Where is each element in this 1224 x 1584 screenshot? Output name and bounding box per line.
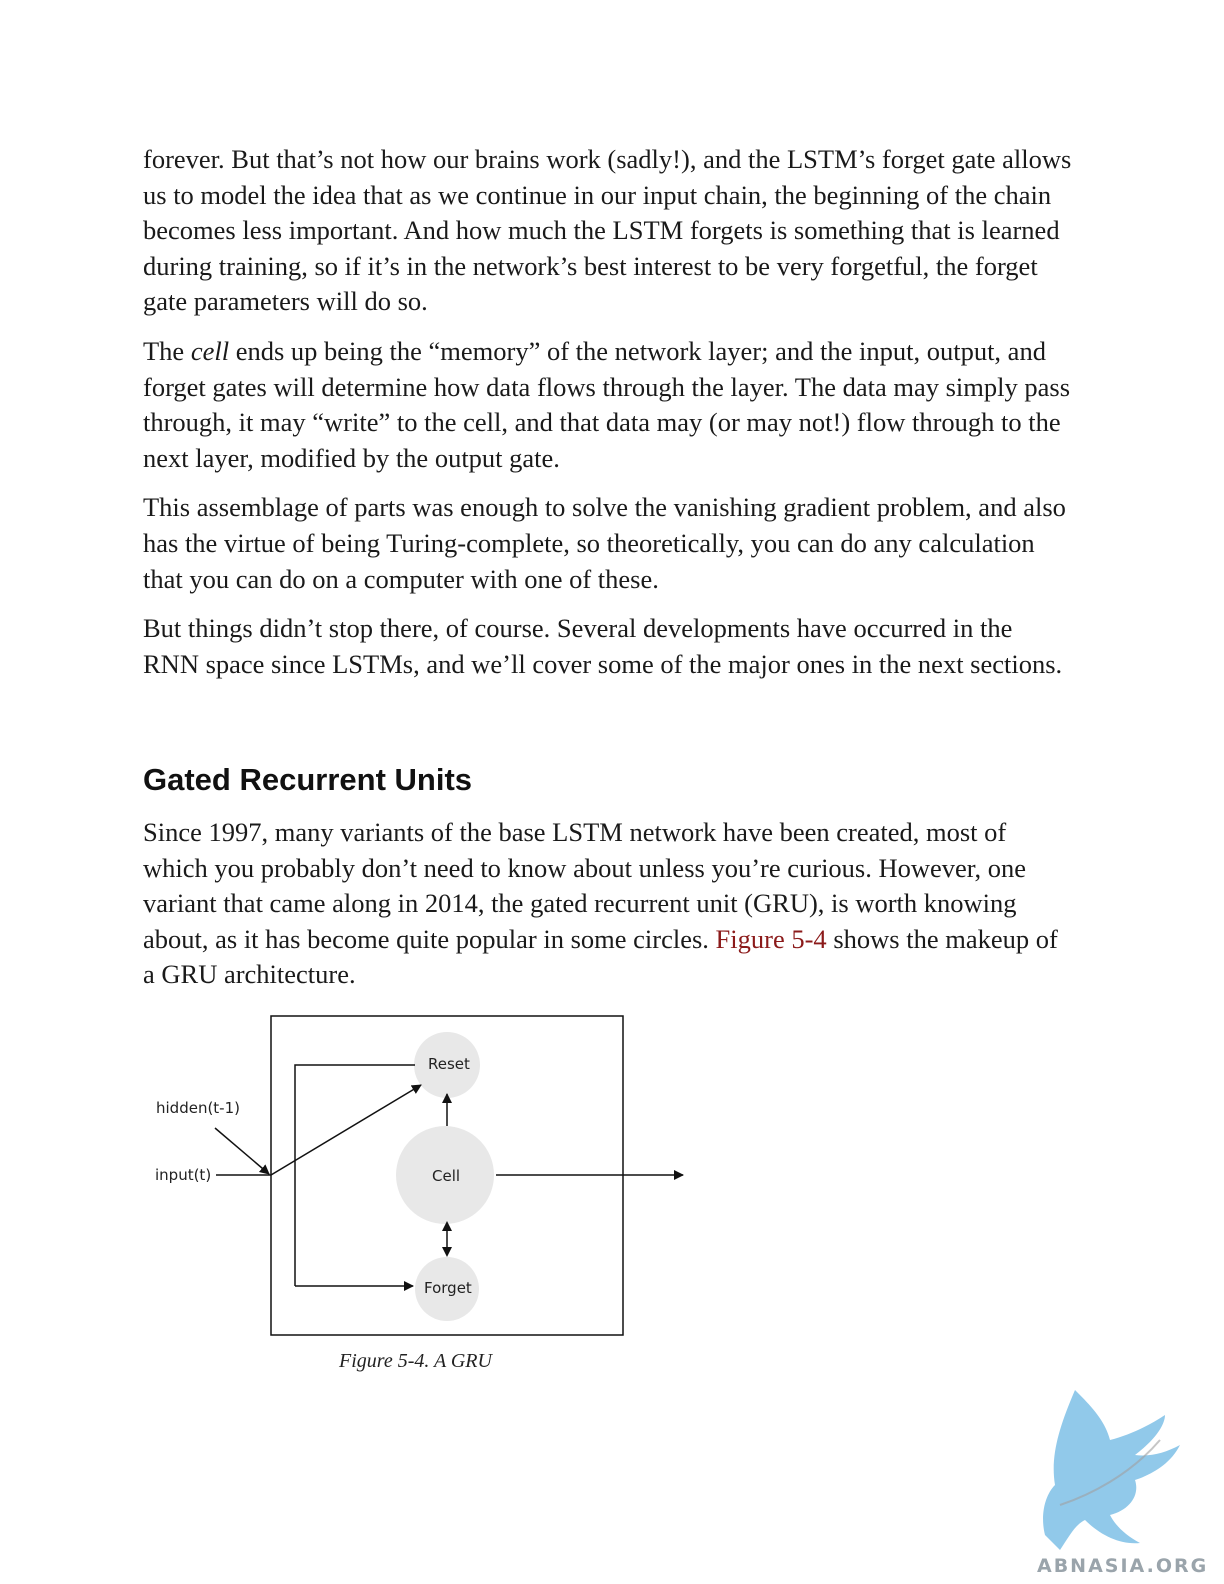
- text-run: shows the makeup of a GRU architecture.: [143, 923, 1058, 990]
- paragraph: But things didn’t stop there, of course. Several developments have occurred in the RNN space since LSTMs, and we’ll cover some of the major ones in the next sections.: [143, 613, 1063, 679]
- paragraph: [143, 334, 1073, 476]
- paragraph: This assemblage of parts was enough to solve the vanishing gradient problem, and also has the virtue of being Turing-complete, so theoretically, you can do any calculation that you can do on a computer with one of these.: [143, 492, 1066, 594]
- text-run: Since 1997, many variants of the base LSTM network have been created, most of which you probably don’t need to know about unless you’re curious. However, one variant that came along in 2014, the gated recurrent unit (GRU), is worth knowing about, as it has become quite popular in some circles.: [143, 817, 1027, 954]
- hidden-arrow: [215, 1128, 269, 1174]
- input-label: input(t): [155, 1166, 212, 1184]
- text-run: ends up being the “memory” of the network layer; and the input, output, and forget gates will determine how data flows through the layer. The data may simply pass through, it may “write” to the cell, and that data may (or may not!) flow through to the next layer, modified by the output gate.: [143, 335, 1071, 473]
- cell-label: Cell: [432, 1167, 461, 1185]
- paragraph: [143, 815, 1073, 993]
- section-body: [143, 815, 1073, 1007]
- griffin-watermark-icon: [1030, 1385, 1210, 1575]
- watermark-text: ABNASIA.ORG: [1037, 1555, 1209, 1577]
- paragraph: forever. But that’s not how our brains work (sadly!), and the LSTM’s forget gate allows us to model the idea that as we continue in our input chain, the beginning of the chain becomes less important. And how much the LSTM forgets is something that is learned during training, so if it’s in the network’s best interest to be very forgetful, the forget gate parameters will do so.: [143, 144, 1072, 317]
- reset-label: Reset: [428, 1055, 470, 1073]
- forget-label: Forget: [424, 1279, 472, 1297]
- section-heading: Gated Recurrent Units: [143, 762, 473, 797]
- body-text-top: [143, 142, 1073, 696]
- emphasis: cell: [190, 335, 230, 366]
- hidden-label: hidden(t-1): [156, 1099, 240, 1117]
- text-run: The: [143, 335, 191, 366]
- figure-link[interactable]: Figure 5-4: [715, 923, 827, 954]
- gru-figure: [140, 1005, 700, 1345]
- gru-diagram: [140, 1005, 700, 1345]
- figure-caption: Figure 5-4. A GRU: [339, 1350, 492, 1372]
